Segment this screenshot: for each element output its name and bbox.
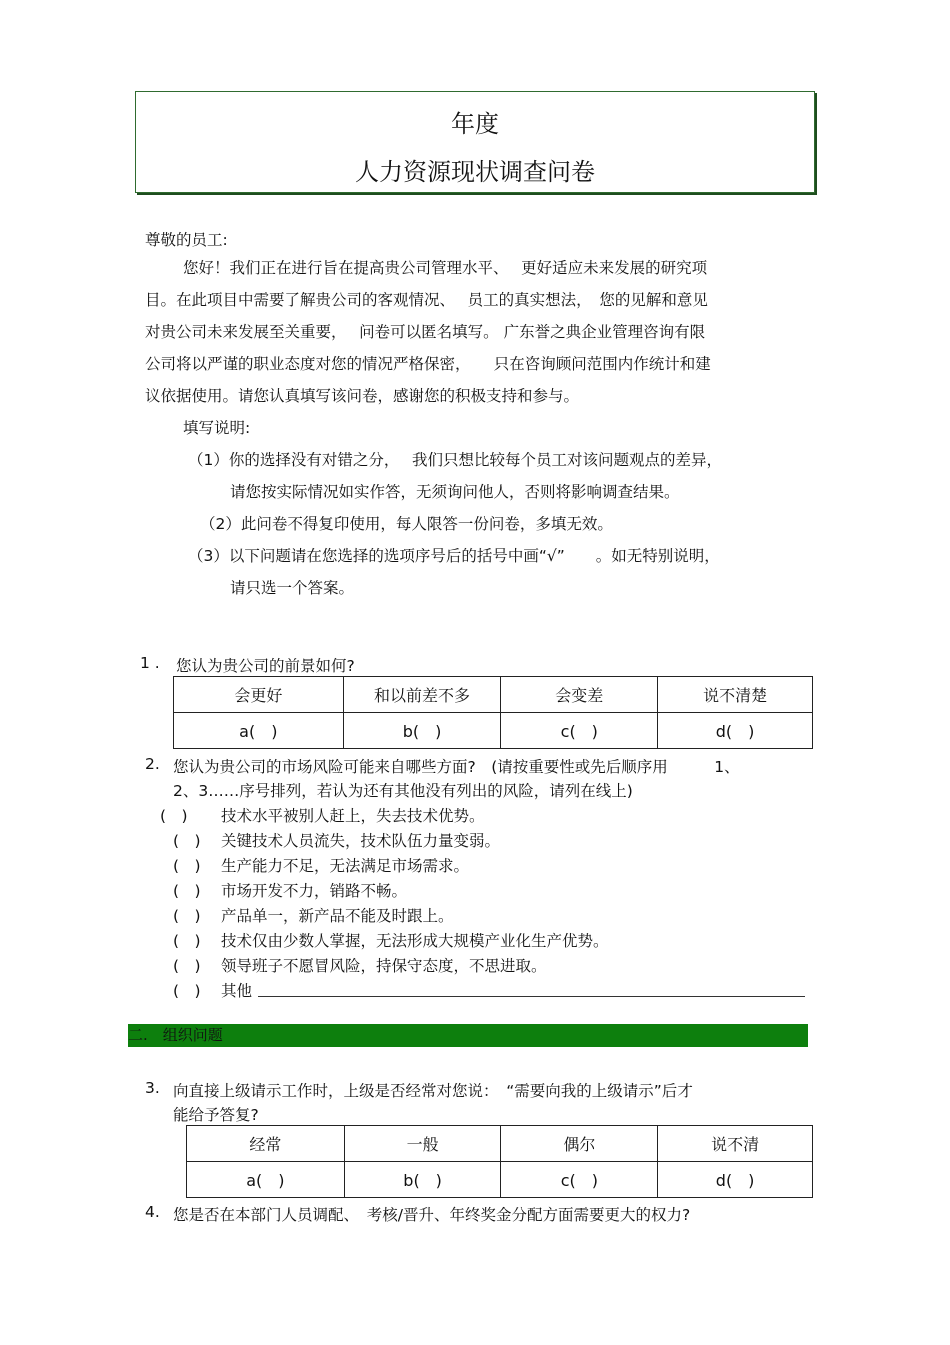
q3-number: 3. bbox=[145, 1079, 160, 1097]
q3-answer-b[interactable]: b( ) bbox=[344, 1162, 501, 1198]
q3-answer-c[interactable]: c( ) bbox=[501, 1162, 658, 1198]
q3-option-3: 偶尔 bbox=[501, 1126, 658, 1162]
q2-item-1: 技术水平被别人赶上，失去技术优势。 bbox=[221, 807, 485, 825]
q2-bracket-6[interactable]: ( ) bbox=[173, 932, 201, 950]
q3-answer-a[interactable]: a( ) bbox=[187, 1162, 345, 1198]
instruction-2: （2）此问卷不得复印使用，每人限答一份问卷，多填无效。 bbox=[200, 515, 613, 533]
q2-bracket-8[interactable]: ( ) bbox=[173, 982, 201, 1000]
instruction-1-line-1: （1）你的选择没有对错之分， 我们只想比较每个员工对该问题观点的差异， bbox=[188, 451, 723, 469]
q2-bracket-1[interactable]: ( ) bbox=[160, 807, 188, 825]
q2-other-blank-line[interactable] bbox=[258, 996, 805, 997]
q4-text: 您是否在本部门人员调配、 考核/晋升、年终奖金分配方面需要更大的权力? bbox=[173, 1206, 691, 1224]
section-2-title: 二. 组织问题 bbox=[128, 1026, 223, 1044]
q1-answer-b[interactable]: b( ) bbox=[343, 713, 501, 749]
intro-line-1: 您好！我们正在进行旨在提高贵公司管理水平、 更好适应未来发展的研究项 bbox=[183, 259, 708, 277]
q2-bracket-2[interactable]: ( ) bbox=[173, 832, 201, 850]
q1-options-table bbox=[173, 676, 813, 749]
survey-title-box bbox=[135, 91, 815, 193]
q2-bracket-4[interactable]: ( ) bbox=[173, 882, 201, 900]
q3-option-4: 说不清 bbox=[658, 1126, 813, 1162]
q3-option-1: 经常 bbox=[187, 1126, 345, 1162]
q2-text-line-1: 您认为贵公司的市场风险可能来自哪些方面? (请按重要性或先后顺序用 1、 bbox=[173, 758, 740, 776]
q3-options-table bbox=[186, 1125, 813, 1198]
instruction-3-line-1: （3）以下问题请在您选择的选项序号后的括号中画“√” 。如无特别说明， bbox=[188, 547, 720, 565]
q1-number: 1 . bbox=[140, 654, 160, 672]
q2-bracket-3[interactable]: ( ) bbox=[173, 857, 201, 875]
q2-item-other: 其他 bbox=[221, 982, 253, 1000]
section-2-header bbox=[128, 1024, 808, 1047]
instructions-heading: 填写说明: bbox=[183, 419, 251, 437]
q1-answer-c[interactable]: c( ) bbox=[501, 713, 658, 749]
intro-line-2: 目。在此项目中需要了解贵公司的客观情况、 员工的真实想法， 您的见解和意见 bbox=[145, 291, 708, 309]
q3-text-line-1: 向直接上级请示工作时，上级是否经常对您说： “需要向我的上级请示”后才 bbox=[173, 1082, 693, 1100]
q1-option-4: 说不清楚 bbox=[658, 677, 813, 713]
q2-item-2: 关键技术人员流失，技术队伍力量变弱。 bbox=[221, 832, 501, 850]
salutation: 尊敬的员工: bbox=[145, 231, 228, 249]
q2-item-6: 技术仅由少数人掌握，无法形成大规模产业化生产优势。 bbox=[221, 932, 609, 950]
intro-line-5: 议依据使用。请您认真填写该问卷，感谢您的积极支持和参与。 bbox=[145, 387, 580, 405]
intro-line-4: 公司将以严谨的职业态度对您的情况严格保密， 只在咨询顾问范围内作统计和建 bbox=[145, 355, 711, 373]
q2-bracket-7[interactable]: ( ) bbox=[173, 957, 201, 975]
q1-text: 您认为贵公司的前景如何? bbox=[176, 657, 355, 675]
q2-item-5: 产品单一，新产品不能及时跟上。 bbox=[221, 907, 454, 925]
q1-answer-a[interactable]: a( ) bbox=[174, 713, 344, 749]
q2-bracket-5[interactable]: ( ) bbox=[173, 907, 201, 925]
q1-option-3: 会变差 bbox=[501, 677, 658, 713]
instruction-1-line-2: 请您按实际情况如实作答，无须询问他人，否则将影响调查结果。 bbox=[230, 483, 680, 501]
q3-option-2: 一般 bbox=[344, 1126, 501, 1162]
q2-number: 2. bbox=[145, 755, 160, 773]
q3-answer-d[interactable]: d( ) bbox=[658, 1162, 813, 1198]
q2-item-4: 市场开发不力，销路不畅。 bbox=[221, 882, 408, 900]
survey-title: 人力资源现状调查问卷 bbox=[355, 158, 595, 186]
q2-item-7: 领导班子不愿冒风险，持保守态度，不思进取。 bbox=[221, 957, 547, 975]
q1-option-2: 和以前差不多 bbox=[343, 677, 501, 713]
q2-item-3: 生产能力不足，无法满足市场需求。 bbox=[221, 857, 470, 875]
q1-answer-d[interactable]: d( ) bbox=[658, 713, 813, 749]
q2-text-line-2: 2、3……序号排列，若认为还有其他没有列出的风险，请列在线上) bbox=[173, 782, 633, 800]
instruction-3-line-2: 请只选一个答案。 bbox=[230, 579, 355, 597]
q3-text-line-2: 能给予答复? bbox=[173, 1106, 259, 1124]
year-label: 年度 bbox=[451, 110, 499, 138]
intro-line-3: 对贵公司未来发展至关重要， 问卷可以匿名填写。 广东誉之典企业管理咨询有限 bbox=[145, 323, 706, 341]
q1-option-1: 会更好 bbox=[174, 677, 344, 713]
q4-number: 4. bbox=[145, 1203, 160, 1221]
